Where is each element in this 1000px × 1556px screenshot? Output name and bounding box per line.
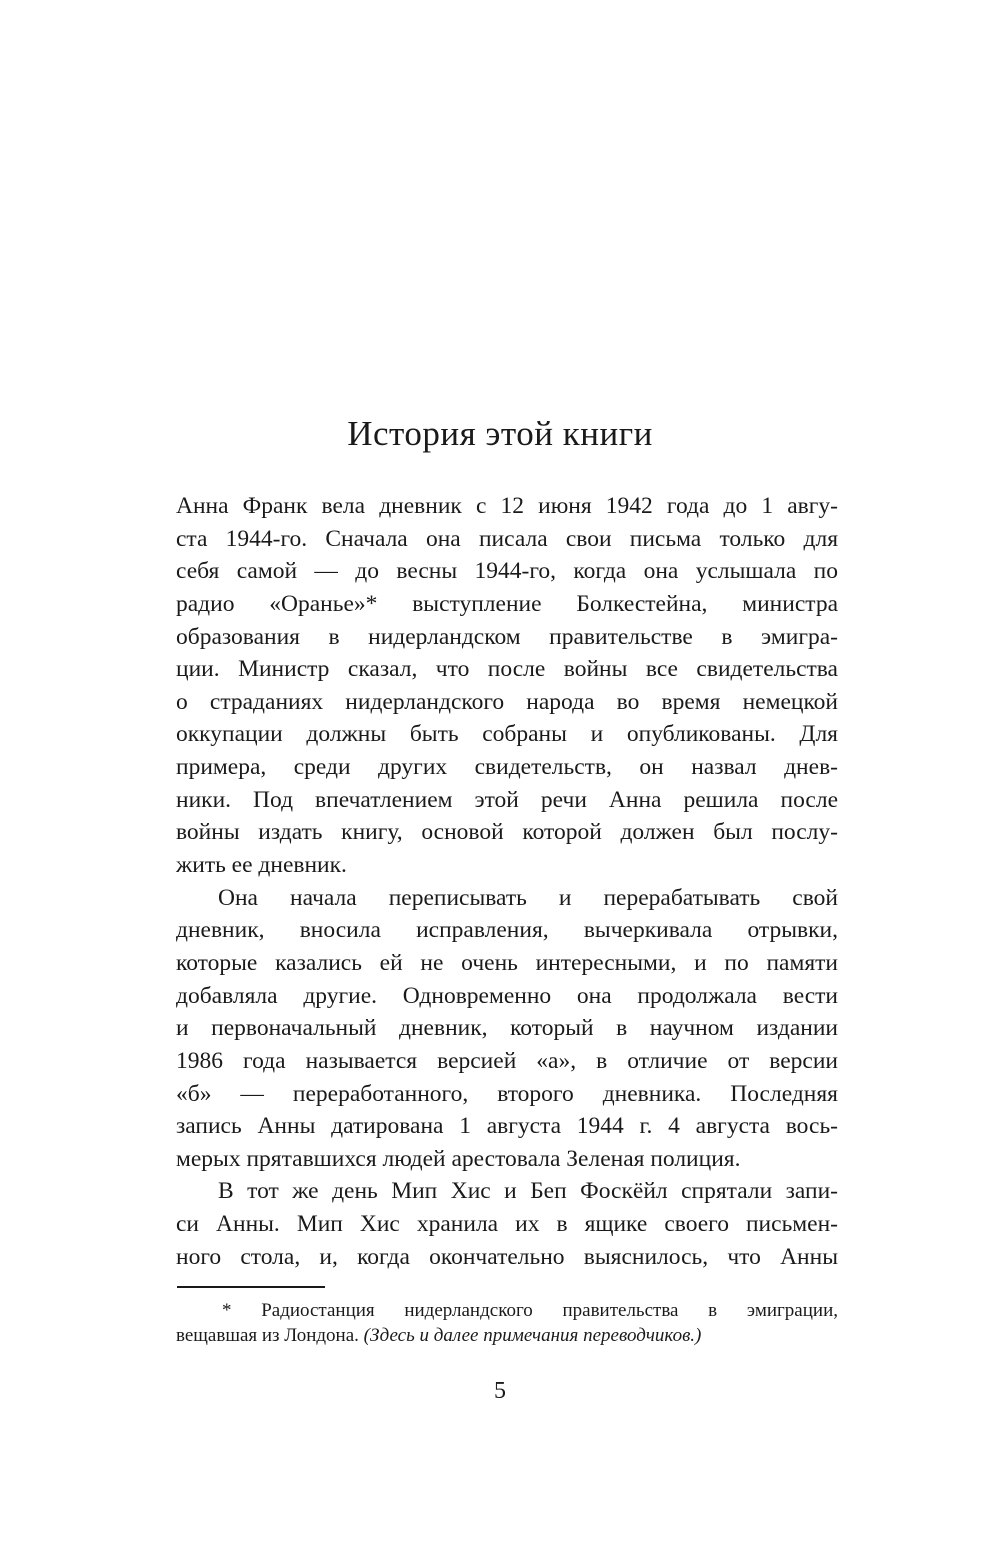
text-line: 1986 года называется версией «а», в отличие от версии xyxy=(176,1047,838,1074)
text-line: ного стола, и, когда окончательно выяснилось, что Анны xyxy=(176,1243,838,1270)
text-line: себя самой — до весны 1944-го, когда она услышала по xyxy=(176,558,838,585)
text-line: си Анны. Мип Хис хранила их в ящике своего письмен- xyxy=(176,1211,838,1238)
text-line: радио «Оранье»* выступление Болкестейна, министра xyxy=(176,590,838,617)
text-line: Она начала переписывать и перерабатывать свой xyxy=(218,884,838,911)
paragraph xyxy=(176,882,838,1176)
text-line: добавляла другие. Одновременно она продолжала вести xyxy=(176,982,838,1009)
text-line: жить ее дневник. xyxy=(176,852,347,879)
body-text xyxy=(176,490,838,1273)
text-line: и первоначальный дневник, который в научном издании xyxy=(176,1015,838,1042)
text-line: В тот же день Мип Хис и Беп Фоскёйл спрятали запи- xyxy=(218,1178,838,1205)
text-line: примера, среди других свидетельств, он назвал днев- xyxy=(176,754,838,781)
text-line: «б» — переработанного, второго дневника. Последняя xyxy=(176,1080,838,1107)
footnote-translator-note: (Здесь и далее примечания переводчиков.) xyxy=(363,1325,702,1346)
footnote-line xyxy=(176,1324,838,1348)
text-line: дневник, вносила исправления, вычеркивала отрывки, xyxy=(176,917,838,944)
text-line: запись Анны датирована 1 августа 1944 г. 4 августа вось- xyxy=(176,1113,838,1140)
text-line: Анна Франк вела дневник с 12 июня 1942 года до 1 авгу- xyxy=(176,493,838,519)
text-line: ции. Министр сказал, что после войны все свидетельства xyxy=(176,656,838,683)
chapter-title: История этой книги xyxy=(347,414,653,453)
text-line: ники. Под впечатлением этой речи Анна решила после xyxy=(176,786,838,813)
footnote-line: * Радиостанция нидерландского правительства в эмиграции, xyxy=(222,1300,838,1321)
text-line: образования в нидерландском правительстве в эмигра- xyxy=(176,623,838,650)
footnote-divider xyxy=(177,1286,325,1288)
text-line: войны издать книгу, основой которой должен был послу- xyxy=(176,819,838,846)
text-line: мерых прятавшихся людей арестовала Зеленая полиция. xyxy=(176,1145,741,1172)
footnote-text: вещавшая из Лондона. xyxy=(176,1325,364,1346)
text-line: о страданиях нидерландского народа во время немецкой xyxy=(176,688,838,715)
text-line: которые казались ей не очень интересными, и по памяти xyxy=(176,949,838,976)
page-number: 5 xyxy=(494,1378,506,1404)
paragraph xyxy=(176,1175,838,1273)
text-line: ста 1944-го. Сначала она писала свои письма только для xyxy=(176,525,838,552)
paragraph xyxy=(176,490,838,882)
text-line: оккупации должны быть собраны и опубликованы. Для xyxy=(176,721,838,748)
